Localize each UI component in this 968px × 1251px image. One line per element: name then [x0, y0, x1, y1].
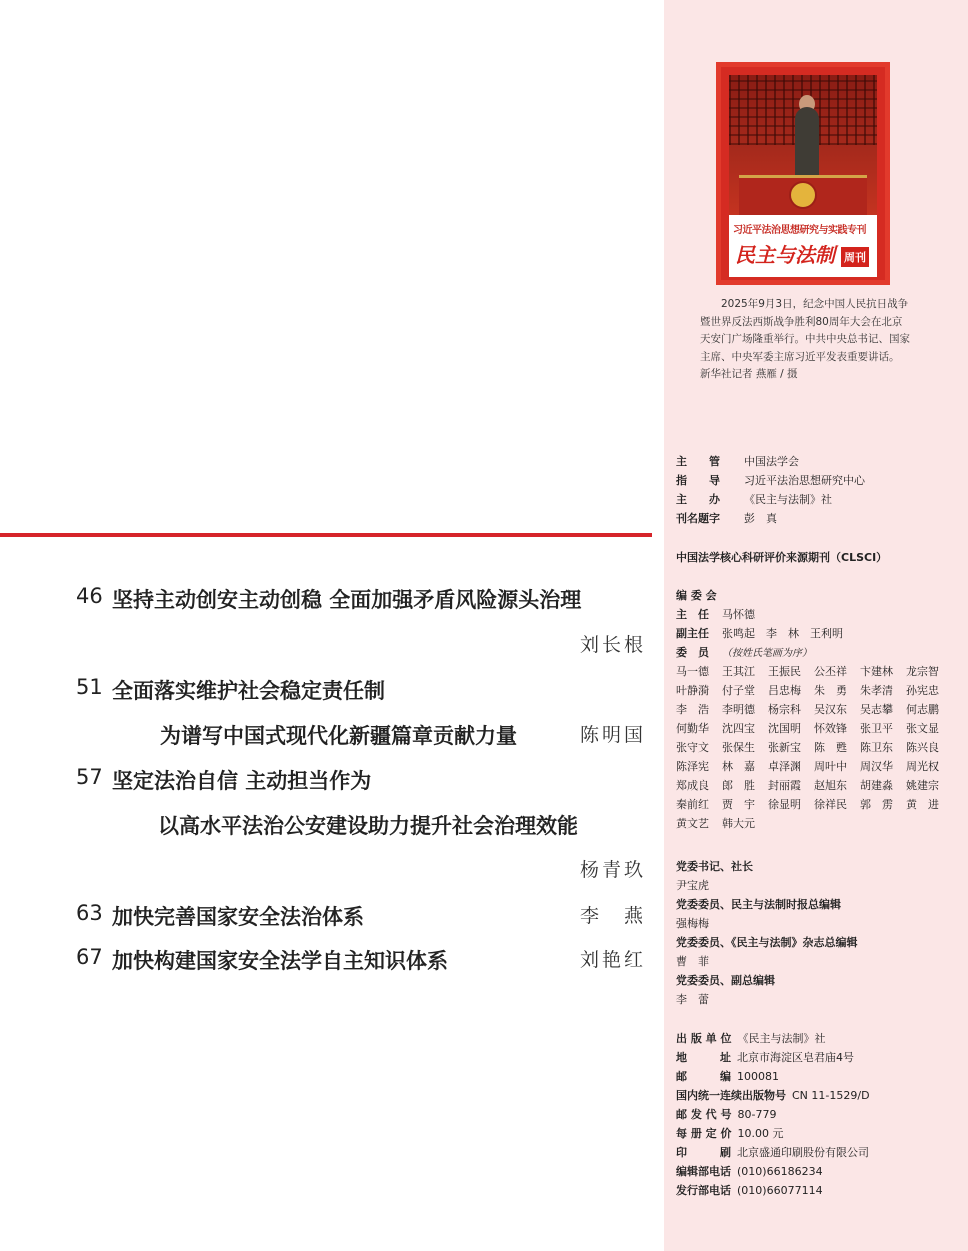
board-member-name: 徐祥民 [814, 798, 847, 811]
board-vice-row [676, 625, 843, 641]
board-member-name: 徐显明 [768, 798, 801, 811]
board-member-name: 郎 胜 [722, 779, 755, 792]
board-member-name: 周光权 [906, 760, 939, 773]
board-members-row [676, 720, 952, 736]
cover-title-area [729, 215, 877, 277]
publication-value: 北京市海淀区皂君庙4号 [737, 1051, 854, 1064]
board-member-name: 张保生 [722, 741, 755, 754]
sponsor-label: 主 管 [676, 455, 720, 468]
board-member-name: 何志鹏 [906, 703, 939, 716]
board-member-name: 韩大元 [722, 817, 755, 830]
cover-title: 民主与法制 [735, 243, 835, 267]
board-member-name: 卓泽渊 [768, 760, 801, 773]
board-member-name: 李 浩 [676, 703, 709, 716]
publication-row [676, 1144, 869, 1160]
board-member-name: 沈国明 [768, 722, 801, 735]
publication-label: 地 址 [676, 1051, 731, 1064]
publication-row [676, 1087, 870, 1103]
publication-label: 每 册 定 价 [676, 1127, 732, 1140]
board-member-name: 陈卫东 [860, 741, 893, 754]
toc-page-number: 67 [76, 945, 103, 969]
board-members-row [676, 644, 812, 660]
board-member-name: 沈四宝 [722, 722, 755, 735]
publication-label: 出 版 单 位 [676, 1032, 732, 1045]
publication-row [676, 1106, 776, 1122]
board-member-name: 吴志攀 [860, 703, 893, 716]
board-member-name: 张守文 [676, 741, 709, 754]
staff-role: 党委委员、民主与法制时报总编辑 [676, 898, 841, 911]
toc-subtitle[interactable]: 为谱写中国式现代化新疆篇章贡献力量 [160, 724, 517, 748]
board-member-name: 周汉华 [860, 760, 893, 773]
board-member-name: 何勤华 [676, 722, 709, 735]
toc-page-number: 51 [76, 675, 103, 699]
members-note: （按姓氏笔画为序） [722, 648, 812, 659]
board-member-name: 黄文艺 [676, 817, 709, 830]
guide-label: 指 导 [676, 474, 720, 487]
guide-row [676, 472, 865, 488]
board-member-name: 黄 进 [906, 798, 939, 811]
publication-label: 编辑部电话 [676, 1165, 731, 1178]
toc-author: 陈明国 [579, 724, 646, 746]
toc-author: 李 燕 [579, 905, 646, 927]
staff-name: 强梅梅 [676, 917, 709, 930]
board-member-name: 孙宪忠 [906, 684, 939, 697]
board-members-row [676, 739, 952, 755]
cover-weekly-badge: 周刊 [841, 247, 869, 267]
publication-row [676, 1030, 826, 1046]
director-label: 主 任 [676, 608, 709, 621]
board-member-name: 怀效锋 [814, 722, 847, 735]
publication-label: 印 刷 [676, 1146, 731, 1159]
toc-author: 杨青玖 [579, 859, 646, 881]
board-members-row [676, 758, 952, 774]
board-member-name: 陈 甦 [814, 741, 847, 754]
inscription-row [676, 510, 777, 526]
sponsor-row [676, 453, 799, 469]
toc-title[interactable]: 全面落实维护社会稳定责任制 [112, 679, 385, 703]
clsci-note: 中国法学核心科研评价来源期刊（CLSCI） [676, 551, 888, 564]
board-member-name: 贾 宇 [722, 798, 755, 811]
staff-name: 李 蕾 [676, 993, 709, 1006]
staff-name: 曹 菲 [676, 955, 709, 968]
board-member-name: 龙宗智 [906, 665, 939, 678]
vice-value: 张鸣起 李 林 王利明 [722, 627, 843, 640]
publication-label: 发行部电话 [676, 1184, 731, 1197]
toc-page-number: 46 [76, 584, 103, 608]
publication-value: 10.00 元 [737, 1127, 784, 1140]
board-member-name: 马一德 [676, 665, 709, 678]
board-member-name: 赵旭东 [814, 779, 847, 792]
divider-red-line [0, 533, 652, 537]
toc-author: 刘长根 [579, 634, 646, 656]
board-member-name: 王振民 [768, 665, 801, 678]
board-member-name: 姚建宗 [906, 779, 939, 792]
board-member-name: 郑成良 [676, 779, 709, 792]
board-member-name: 秦前红 [676, 798, 709, 811]
publication-value: 80-779 [737, 1108, 777, 1121]
cover-image[interactable] [716, 62, 890, 285]
cover-photo [729, 75, 877, 215]
board-member-name: 吕忠梅 [768, 684, 801, 697]
publication-label: 邮 编 [676, 1070, 731, 1083]
toc-title[interactable]: 加快完善国家安全法治体系 [112, 905, 364, 929]
publication-value: 《民主与法制》社 [737, 1032, 826, 1045]
board-member-name: 张新宝 [768, 741, 801, 754]
toc-title[interactable]: 坚定法治自信 主动担当作为 [112, 769, 372, 793]
toc-subtitle[interactable]: 以高水平法治公安建设助力提升社会治理效能 [158, 814, 578, 838]
publication-row [676, 1049, 854, 1065]
publication-row [676, 1125, 784, 1141]
director-value: 马怀德 [722, 608, 755, 621]
board-member-name: 卞建林 [860, 665, 893, 678]
publication-value: CN 11-1529/D [792, 1089, 870, 1102]
publication-row [676, 1068, 779, 1084]
board-members-row [676, 815, 952, 831]
board-member-name: 吴汉东 [814, 703, 847, 716]
inscription-value: 彭 真 [744, 512, 777, 525]
toc-page-number: 63 [76, 901, 103, 925]
board-member-name: 李明德 [722, 703, 755, 716]
publication-value: (010)66077114 [737, 1184, 823, 1197]
board-member-name: 陈兴良 [906, 741, 939, 754]
publication-label: 国内统一连续出版物号 [676, 1089, 786, 1102]
board-member-name: 张文显 [906, 722, 939, 735]
publication-label: 邮 发 代 号 [676, 1108, 732, 1121]
board-director-row [676, 606, 755, 622]
board-members-row [676, 663, 952, 679]
board-members-row [676, 777, 952, 793]
board-member-name: 周叶中 [814, 760, 847, 773]
cover-subtitle: 习近平法治思想研究与实践专刊 [733, 225, 866, 236]
board-member-name: 朱 勇 [814, 684, 847, 697]
board-member-name: 杨宗科 [768, 703, 801, 716]
host-label: 主 办 [676, 493, 720, 506]
guide-value: 习近平法治思想研究中心 [744, 474, 865, 487]
board-member-name: 封丽霞 [768, 779, 801, 792]
publication-value: 北京盛通印刷股份有限公司 [737, 1146, 869, 1159]
publication-row [676, 1163, 823, 1179]
publication-value: 100081 [737, 1070, 779, 1083]
cover-figure [795, 107, 819, 179]
board-member-name: 林 嘉 [722, 760, 755, 773]
board-member-name: 公丕祥 [814, 665, 847, 678]
staff-role: 党委委员、《民主与法制》杂志总编辑 [676, 936, 858, 949]
vice-label: 副主任 [676, 627, 709, 640]
board-member-name: 王其江 [722, 665, 755, 678]
staff-role: 党委委员、副总编辑 [676, 974, 775, 987]
host-row [676, 491, 832, 507]
host-value: 《民主与法制》社 [744, 493, 832, 506]
toc-title[interactable]: 加快构建国家安全法学自主知识体系 [112, 949, 448, 973]
toc-author: 刘艳红 [579, 949, 646, 971]
members-label: 委 员 [676, 646, 709, 659]
publication-row [676, 1182, 823, 1198]
cover-caption: 2025年9月3日，纪念中国人民抗日战争暨世界反法西斯战争胜利80周年大会在北京天安门广场隆重举行。中共中央总书记、国家主席、中央军委主席习近平发表重要讲话。 新华社记者 燕雁 / 摄 [700, 298, 916, 380]
staff-role: 党委书记、社长 [676, 860, 753, 873]
board-members-row [676, 682, 952, 698]
board-members-row [676, 701, 952, 717]
toc-title[interactable]: 坚持主动创安主动创稳 全面加强矛盾风险源头治理 [112, 588, 582, 612]
board-members-row [676, 796, 952, 812]
board-member-name: 叶静漪 [676, 684, 709, 697]
publication-value: (010)66186234 [737, 1165, 823, 1178]
inscription-label: 刊名题字 [676, 512, 720, 525]
board-member-name: 郭 雳 [860, 798, 893, 811]
toc-page-number: 57 [76, 765, 103, 789]
sponsor-value: 中国法学会 [744, 455, 799, 468]
board-member-name: 陈泽宪 [676, 760, 709, 773]
board-member-name: 付子堂 [722, 684, 755, 697]
staff-name: 尹宝虎 [676, 879, 709, 892]
board-member-name: 朱孝清 [860, 684, 893, 697]
board-member-name: 张卫平 [860, 722, 893, 735]
board-member-name: 胡建淼 [860, 779, 893, 792]
board-heading: 编 委 会 [676, 589, 717, 602]
national-emblem-icon [789, 181, 817, 209]
